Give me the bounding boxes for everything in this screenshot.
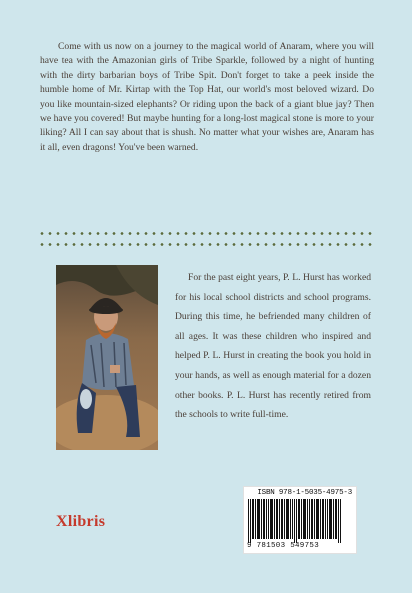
author-photo: [56, 265, 158, 450]
publisher-logo: Xlibris: [56, 513, 106, 530]
blurb-text: Come with us now on a journey to the magical world of Anaram, where you will have tea with the Amazonian girls of Tribe Sparkle, followed by a night of hunting with the dirty barbarian boys of Tribe Spit. Don't forget to take a peek inside the humble home of Mr. Kirtap with the Top Hat, our world's most beloved wizard. Do you like mountain-sized elephants? Or riding upon the back of a giant blue jay? Then we have you covered! But maybe hunting for a long-lost magical stone is more to your liking? All I can say about that is shush. No matter what your wishes are, Anaram has it all, even dragons! You've been warned.: [40, 41, 374, 153]
author-bio-text: For the past eight years, P. L. Hurst has worked for his local school districts and school programs. During this time, he befriended many children of all ages. It was these children who inspired and helped P. L. Hurst in creating the book you hold in your hands, as well as enough material for a dozen other books. P. L. Hurst has recently retired from the schools to write full-time.: [175, 272, 371, 421]
dotted-divider: [38, 232, 374, 246]
author-photo-illustration: [56, 265, 158, 450]
ean-digits: 9 781503 549753: [247, 542, 320, 550]
barcode-bars: [248, 499, 352, 543]
isbn-label: ISBN 978-1-5035-4975-3: [257, 489, 352, 497]
divider-dot-row-bottom: [38, 243, 374, 246]
isbn-barcode: [243, 486, 357, 554]
divider-dot-row-top: [38, 232, 374, 235]
